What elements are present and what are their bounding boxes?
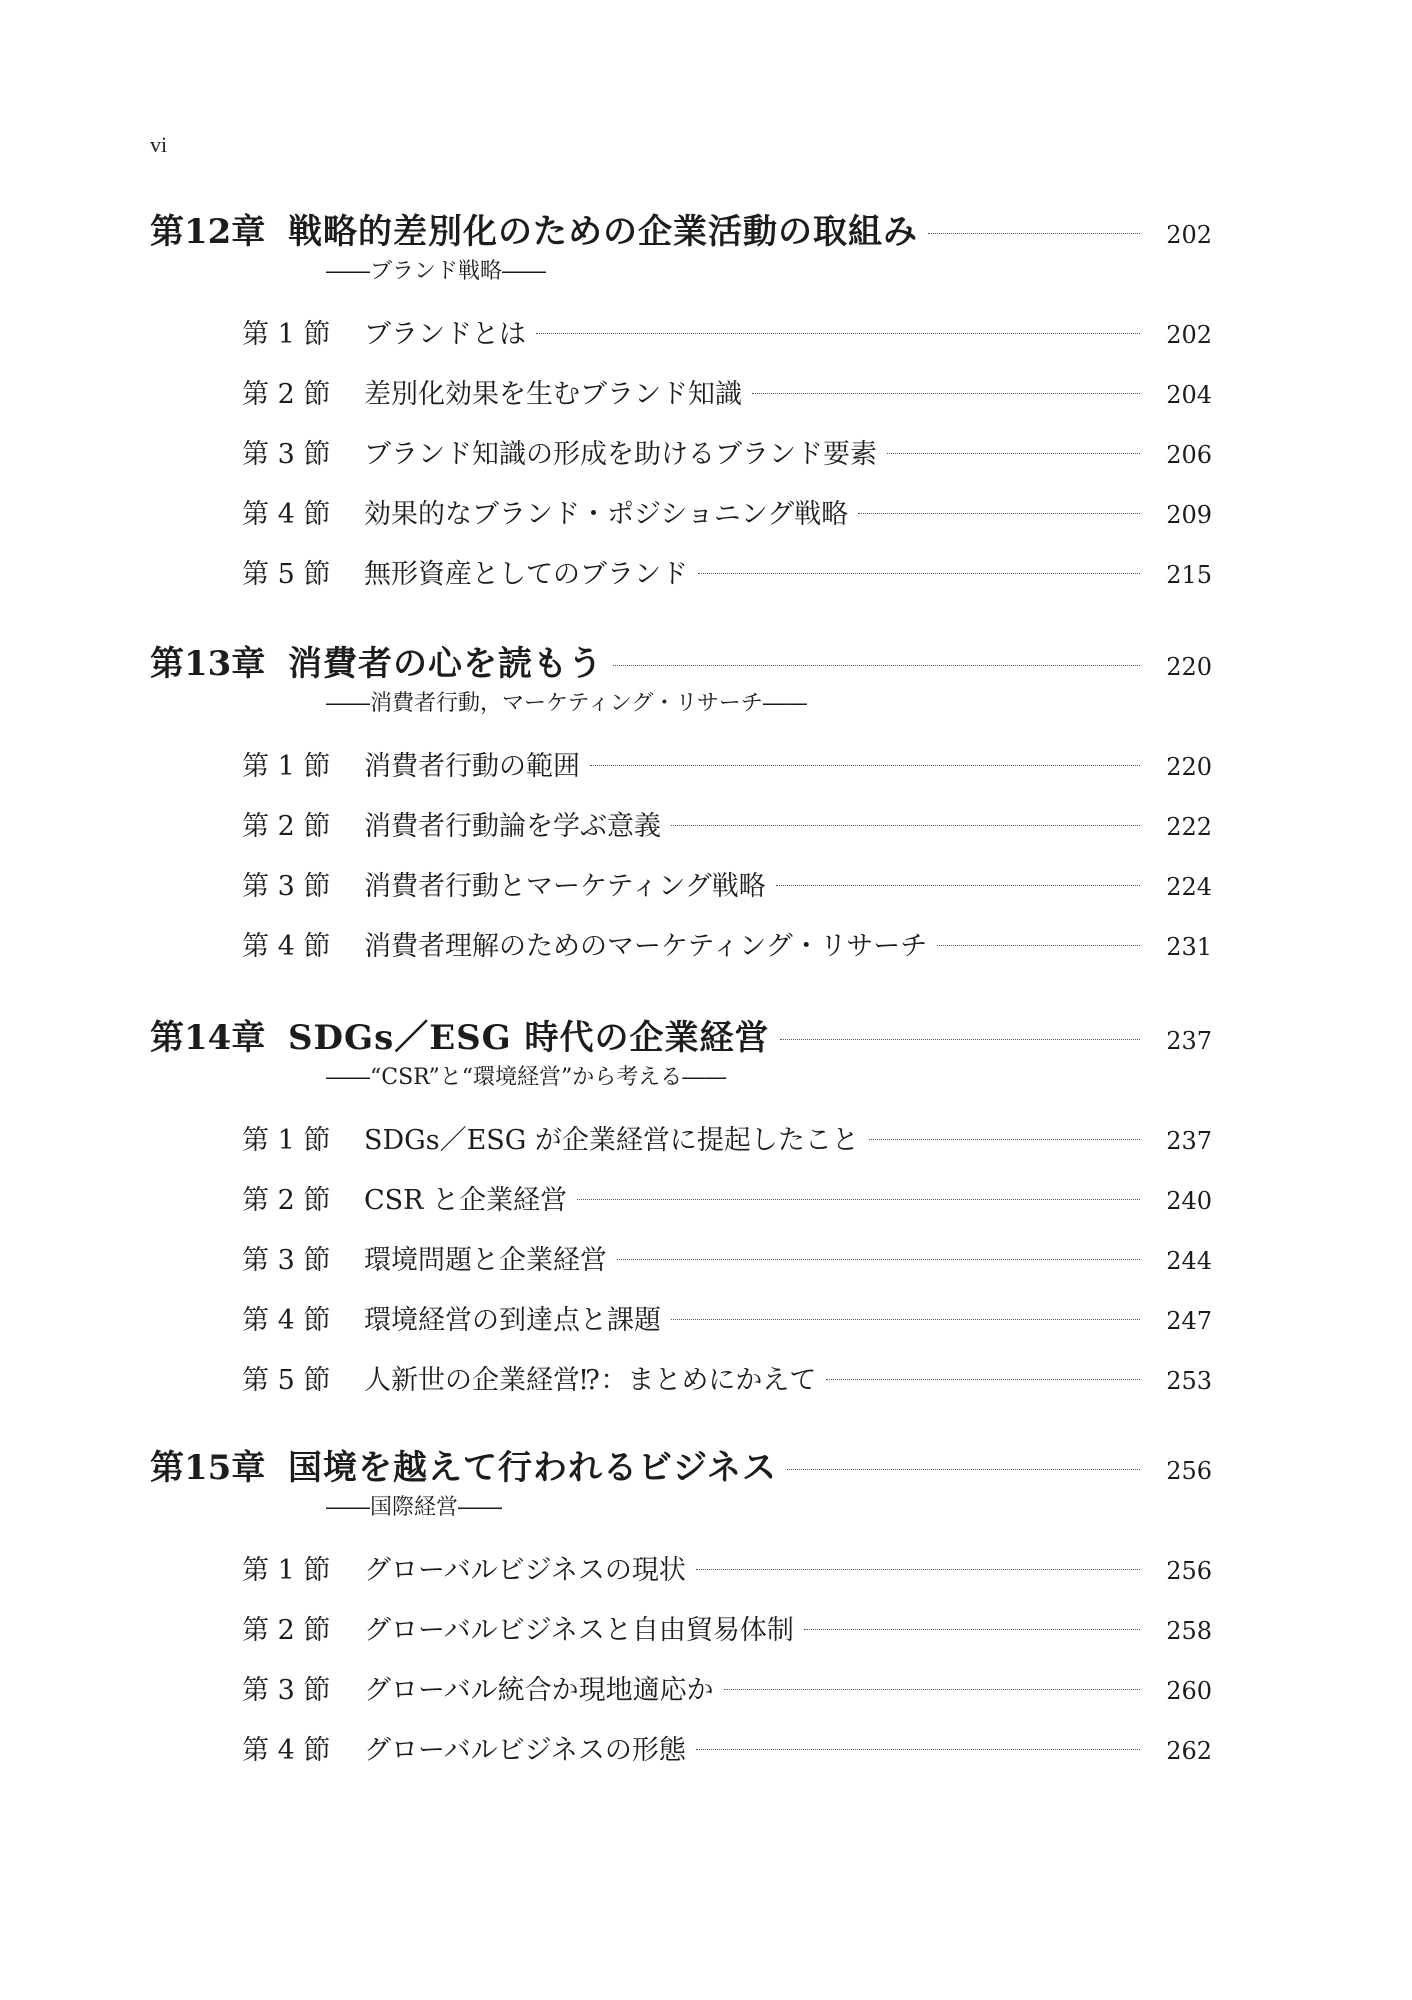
- dot-leader: [858, 513, 1140, 514]
- chapter-heading[interactable]: [150, 1440, 1212, 1488]
- section-title: グローバルビジネスと自由貿易体制: [364, 1615, 794, 1646]
- chapter-subtitle: ――国際経営――: [326, 1495, 503, 1520]
- dot-leader: [696, 1569, 1140, 1570]
- section-title: 環境問題と企業経営: [364, 1245, 607, 1276]
- dot-leader: [804, 1629, 1140, 1630]
- dot-leader: [776, 885, 1140, 886]
- chapter-heading[interactable]: [150, 204, 1212, 252]
- section-entry[interactable]: [242, 1298, 1212, 1358]
- section-number: 第 1 節: [242, 319, 331, 350]
- section-entry[interactable]: [242, 1238, 1212, 1298]
- section-number: 第 5 節: [242, 1365, 331, 1396]
- section-number: 第 2 節: [242, 1185, 331, 1216]
- section-title: 消費者行動とマーケティング戦略: [364, 871, 766, 902]
- section-entry[interactable]: [242, 804, 1212, 864]
- section-title: グローバルビジネスの現状: [364, 1555, 686, 1586]
- dot-leader: [780, 1039, 1140, 1040]
- dot-leader: [698, 573, 1140, 574]
- chapter-page-number: 256: [1166, 1457, 1212, 1485]
- section-title: 差別化効果を生むブランド知識: [364, 379, 742, 410]
- section-page-number: 209: [1166, 501, 1212, 529]
- chapter-number: 第15章: [150, 1448, 266, 1488]
- section-entry[interactable]: [242, 744, 1212, 804]
- dot-leader: [752, 393, 1140, 394]
- section-title: 消費者行動論を学ぶ意義: [364, 811, 661, 842]
- section-entry[interactable]: [242, 1608, 1212, 1668]
- chapter-subtitle: ――ブランド戦略――: [326, 259, 547, 284]
- chapter-page-number: 220: [1166, 653, 1212, 681]
- section-number: 第 3 節: [242, 439, 331, 470]
- dot-leader: [937, 945, 1140, 946]
- chapter-number: 第14章: [150, 1018, 266, 1058]
- chapter-page-number: 237: [1166, 1027, 1212, 1055]
- section-number: 第 1 節: [242, 1555, 331, 1586]
- chapter-title: 消費者の心を読もう: [288, 644, 603, 684]
- section-page-number: 253: [1166, 1367, 1212, 1395]
- chapter-title: 戦略的差別化のための企業活動の取組み: [288, 212, 918, 252]
- dot-leader: [671, 1319, 1140, 1320]
- chapter-page-number: 202: [1166, 221, 1212, 249]
- section-entry[interactable]: [242, 1728, 1212, 1788]
- dot-leader: [590, 765, 1140, 766]
- chapter-title: 国境を越えて行われるビジネス: [288, 1448, 777, 1488]
- section-page-number: 240: [1166, 1187, 1212, 1215]
- section-number: 第 3 節: [242, 871, 331, 902]
- section-number: 第 2 節: [242, 379, 331, 410]
- section-title: ブランド知識の形成を助けるブランド要素: [364, 439, 877, 470]
- section-page-number: 204: [1166, 381, 1212, 409]
- section-entry[interactable]: [242, 312, 1212, 372]
- section-entry[interactable]: [242, 924, 1212, 984]
- section-entry[interactable]: [242, 372, 1212, 432]
- section-page-number: 231: [1166, 933, 1212, 961]
- dot-leader: [536, 333, 1140, 334]
- dot-leader: [696, 1749, 1140, 1750]
- section-page-number: 237: [1166, 1127, 1212, 1155]
- section-list: [150, 312, 1212, 612]
- section-title: グローバル統合か現地適応か: [364, 1675, 714, 1706]
- section-number: 第 1 節: [242, 1125, 331, 1156]
- section-number: 第 5 節: [242, 559, 331, 590]
- chapter-15: [150, 1440, 1212, 1788]
- dot-leader: [787, 1469, 1140, 1470]
- section-page-number: 215: [1166, 561, 1212, 589]
- section-title: SDGs／ESG が企業経営に提起したこと: [364, 1125, 859, 1156]
- section-entry[interactable]: [242, 1178, 1212, 1238]
- section-title: 消費者行動の範囲: [364, 751, 580, 782]
- section-list: [150, 1548, 1212, 1788]
- section-number: 第 2 節: [242, 811, 331, 842]
- section-number: 第 2 節: [242, 1615, 331, 1646]
- chapter-number: 第13章: [150, 644, 266, 684]
- section-page-number: 224: [1166, 873, 1212, 901]
- section-page-number: 262: [1166, 1737, 1212, 1765]
- section-number: 第 4 節: [242, 499, 331, 530]
- section-title: 環境経営の到達点と課題: [364, 1305, 661, 1336]
- dot-leader: [613, 665, 1140, 666]
- dot-leader: [928, 233, 1140, 234]
- section-title: 人新世の企業経営⁉：まとめにかえて: [364, 1365, 817, 1396]
- section-page-number: 258: [1166, 1617, 1212, 1645]
- section-entry[interactable]: [242, 492, 1212, 552]
- chapter-12: [150, 204, 1212, 612]
- dot-leader: [887, 453, 1140, 454]
- section-title: ブランドとは: [364, 319, 526, 350]
- dot-leader: [724, 1689, 1140, 1690]
- section-entry[interactable]: [242, 1118, 1212, 1178]
- section-entry[interactable]: [242, 1548, 1212, 1608]
- section-page-number: 260: [1166, 1677, 1212, 1705]
- section-page-number: 206: [1166, 441, 1212, 469]
- section-title: グローバルビジネスの形態: [364, 1735, 686, 1766]
- chapter-number: 第12章: [150, 212, 266, 252]
- section-number: 第 3 節: [242, 1245, 331, 1276]
- dot-leader: [617, 1259, 1140, 1260]
- section-page-number: 256: [1166, 1557, 1212, 1585]
- section-page-number: 202: [1166, 321, 1212, 349]
- section-number: 第 4 節: [242, 931, 331, 962]
- section-entry[interactable]: [242, 1668, 1212, 1728]
- section-entry[interactable]: [242, 432, 1212, 492]
- chapter-subtitle: ――“CSR”と“環境経営”から考える――: [326, 1065, 727, 1090]
- chapter-14: [150, 1010, 1212, 1418]
- section-title: CSR と企業経営: [364, 1185, 568, 1216]
- chapter-title: SDGs／ESG 時代の企業経営: [288, 1018, 770, 1058]
- section-page-number: 222: [1166, 813, 1212, 841]
- section-entry[interactable]: [242, 864, 1212, 924]
- dot-leader: [869, 1139, 1140, 1140]
- section-page-number: 244: [1166, 1247, 1212, 1275]
- section-entry[interactable]: [242, 1358, 1212, 1418]
- dot-leader: [671, 825, 1140, 826]
- chapter-heading[interactable]: [150, 1010, 1212, 1058]
- section-title: 効果的なブランド・ポジショニング戦略: [364, 499, 849, 530]
- section-number: 第 3 節: [242, 1675, 331, 1706]
- section-list: [150, 1118, 1212, 1418]
- chapter-subtitle: ――消費者行動，マーケティング・リサーチ――: [326, 691, 807, 716]
- section-list: [150, 744, 1212, 984]
- section-page-number: 247: [1166, 1307, 1212, 1335]
- chapter-heading[interactable]: [150, 636, 1212, 684]
- section-number: 第 1 節: [242, 751, 331, 782]
- section-page-number: 220: [1166, 753, 1212, 781]
- section-number: 第 4 節: [242, 1305, 331, 1336]
- section-title: 無形資産としてのブランド: [364, 559, 688, 590]
- section-entry[interactable]: [242, 552, 1212, 612]
- dot-leader: [826, 1379, 1140, 1380]
- section-number: 第 4 節: [242, 1735, 331, 1766]
- page-number: vi: [150, 132, 168, 157]
- section-title: 消費者理解のためのマーケティング・リサーチ: [364, 931, 928, 962]
- dot-leader: [577, 1199, 1140, 1200]
- chapter-13: [150, 636, 1212, 984]
